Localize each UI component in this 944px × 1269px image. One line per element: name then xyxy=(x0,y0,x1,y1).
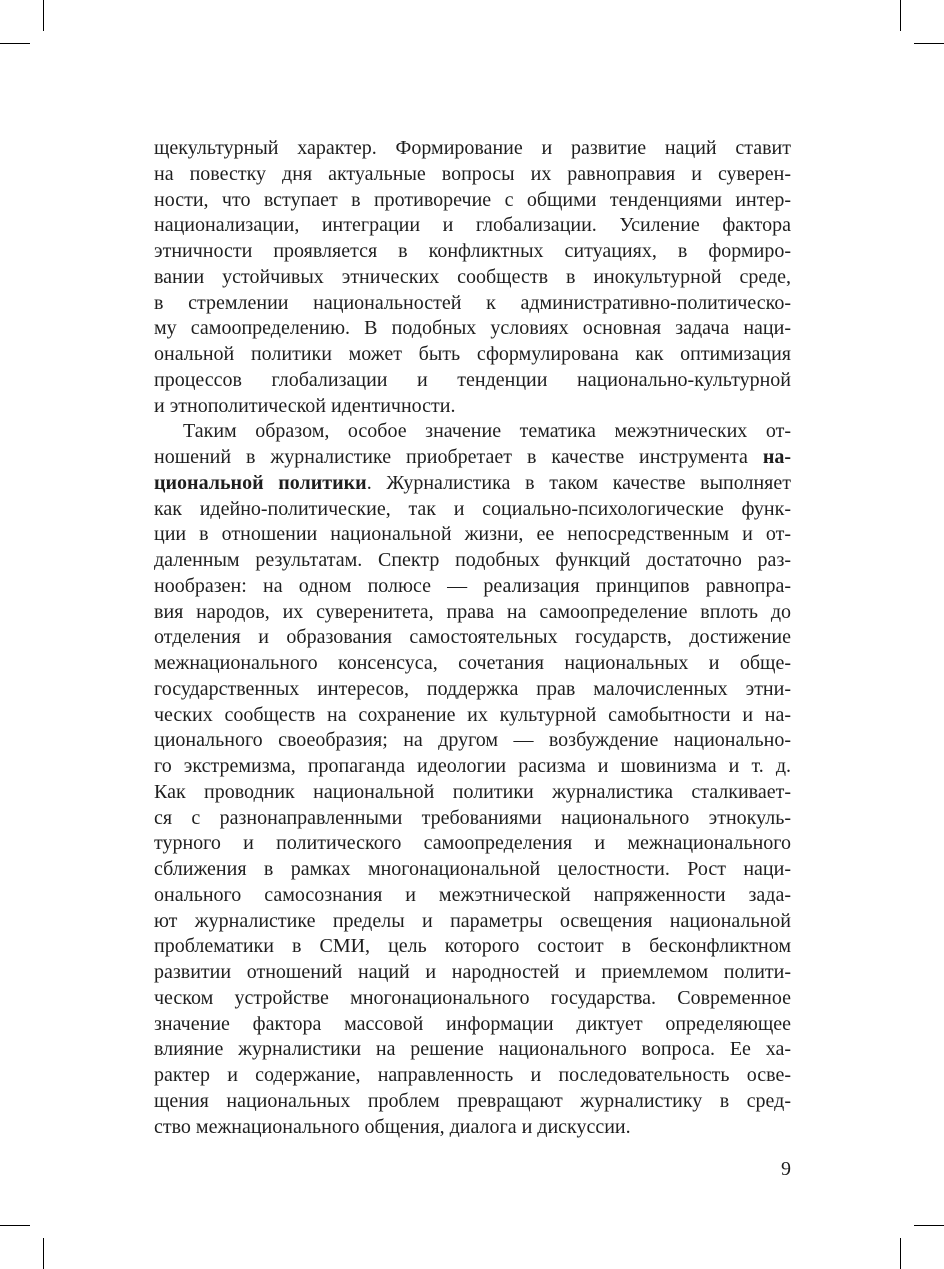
text-line: межнационального консенсуса, сочетания национальных и обще- xyxy=(154,652,791,674)
text-line xyxy=(154,471,791,497)
text-line: ческих сообществ на сохранение их культурной самобытности и на- xyxy=(154,703,791,726)
text-line: влияние журналистики на решение национального вопроса. Ее ха- xyxy=(154,1038,791,1061)
text-line: онального самосознания и межэтнической напряженности зада- xyxy=(154,883,791,906)
crop-mark-bottom-left-h xyxy=(0,1225,30,1226)
text-line: проблематики в СМИ, цель которого состоит в бесконфликтном xyxy=(154,935,791,958)
bold-term: циональной политики xyxy=(154,471,367,494)
crop-mark-top-left-h xyxy=(0,43,30,44)
text-line: как идейно-политические, так и социально-психологические функ- xyxy=(154,497,791,520)
text-line: значение фактора массовой информации диктует определяющее xyxy=(154,1012,791,1035)
text-line: ся с разнонаправленными требованиями национального этнокуль- xyxy=(154,806,791,829)
bold-term: на- xyxy=(762,446,791,468)
crop-mark-top-left xyxy=(43,0,44,31)
text-line: ции в отношении национальной жизни, ее непосредственным и от- xyxy=(154,523,791,546)
text-line: даленным результатам. Спектр подобных функций достаточно раз- xyxy=(154,549,791,571)
text-line: отделения и образования самостоятельных государств, достижение xyxy=(154,626,791,649)
text-line: нообразен: на одном полюсе — реализация принципов равнопра- xyxy=(154,574,791,597)
text-span: ношений в журналистике приобретает в качестве инструмента xyxy=(154,446,763,468)
text-line: процессов глобализации и тенденции национально-культурной xyxy=(154,368,791,391)
text-line: государственных интересов, поддержка прав малочисленных этни- xyxy=(154,677,791,700)
text-line: национализации, интеграции и глобализации. Усиление фактора xyxy=(154,214,791,237)
text-line: в стремлении национальностей к административно-политическо- xyxy=(154,291,791,314)
text-line: развитии отношений наций и народностей и приемлемом полити- xyxy=(154,961,791,983)
text-line: му самоопределению. В подобных условиях основная задача наци- xyxy=(154,317,791,340)
text-line: ют журналистике пределы и параметры освещения национальной xyxy=(154,909,791,932)
text-line: сближения в рамках многонациональной целостности. Рост наци- xyxy=(154,858,791,880)
text-block xyxy=(154,136,791,1140)
paragraph-1 xyxy=(154,136,791,419)
crop-mark-bottom-left xyxy=(43,1238,44,1269)
text-line: го экстремизма, пропаганда идеологии расизма и шовинизма и т. д. xyxy=(154,755,791,777)
page-number: 9 xyxy=(781,1158,791,1180)
text-line: Как проводник национальной политики журналистика сталкивает- xyxy=(154,780,791,803)
text-line: ционального своеобразия; на другом — возбуждение национально- xyxy=(154,729,791,752)
text-line: ство межнационального общения, диалога и дискуссии. xyxy=(154,1115,631,1138)
text-line: и этнополитической идентичности. xyxy=(154,394,456,417)
text-line: этничности проявляется в конфликтных ситуациях, в формиро- xyxy=(154,240,791,262)
text-line: турного и политического самоопределения и межнационального xyxy=(154,832,791,855)
text-line: на повестку дня актуальные вопросы их равноправия и суверен- xyxy=(154,162,791,185)
text-span: . Журналистика в таком качестве выполняет xyxy=(366,471,791,494)
text-line: ности, что вступает в противоречие с общими тенденциями интер- xyxy=(154,188,791,211)
crop-mark-bottom-right xyxy=(900,1238,901,1269)
text-line: рактер и содержание, направленность и последовательность осве- xyxy=(154,1064,791,1086)
paragraph-2 xyxy=(154,419,791,1140)
text-line: щения национальных проблем превращают журналистику в сред- xyxy=(154,1089,791,1112)
crop-mark-bottom-right-h xyxy=(914,1225,944,1226)
text-line: ональной политики может быть сформулирована как оптимизация xyxy=(154,343,791,365)
text-line xyxy=(154,445,791,471)
crop-mark-top-right xyxy=(900,0,901,31)
text-line: щекультурный характер. Формирование и развитие наций ставит xyxy=(154,137,791,159)
text-line: ческом устройстве многонационального государства. Современное xyxy=(154,986,791,1009)
text-line: Таким образом, особое значение тематика межэтнических от- xyxy=(183,420,791,443)
text-line: вании устойчивых этнических сообществ в инокультурной среде, xyxy=(154,265,791,288)
text-line: вия народов, их суверенитета, права на самоопределение вплоть до xyxy=(154,600,791,623)
crop-mark-top-right-h xyxy=(914,43,944,44)
